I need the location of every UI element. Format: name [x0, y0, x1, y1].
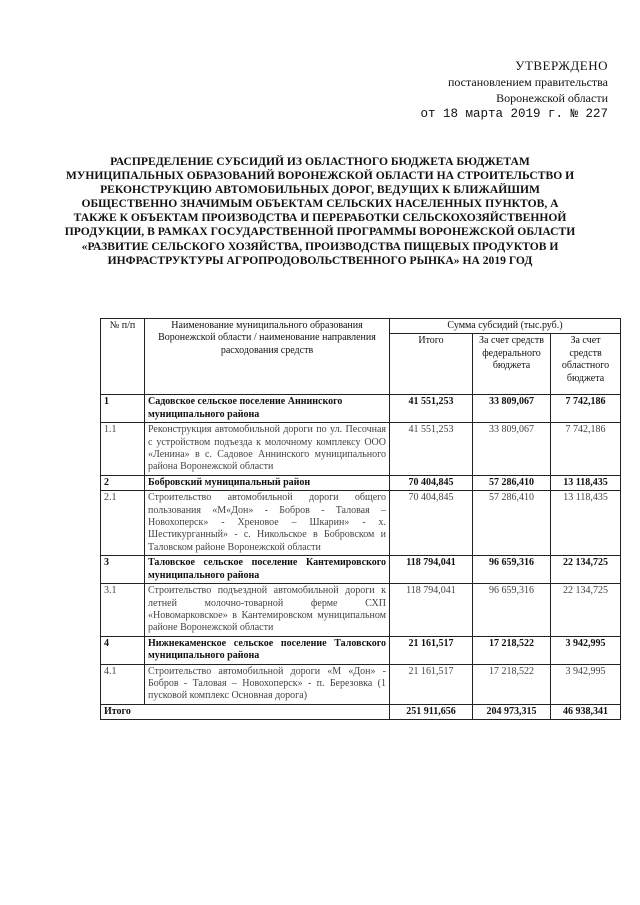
row-federal: 33 809,067 — [473, 423, 551, 476]
approval-stamp — [420, 58, 608, 122]
total-label: Итого — [101, 704, 390, 719]
row-regional: 22 134,725 — [551, 584, 621, 637]
table-row — [101, 636, 621, 664]
row-federal: 33 809,067 — [473, 395, 551, 423]
row-regional: 22 134,725 — [551, 556, 621, 584]
row-num: 2 — [101, 475, 145, 490]
row-name: Садовское сельское поселение Аннинского муниципального района — [145, 395, 390, 423]
header-total: Итого — [390, 334, 473, 395]
header-num: № п/п — [101, 319, 145, 395]
row-total: 118 794,041 — [390, 584, 473, 637]
row-federal: 96 659,316 — [473, 584, 551, 637]
row-num: 2.1 — [101, 491, 145, 556]
grand-total: 251 911,656 — [390, 704, 473, 719]
approval-heading: УТВЕРЖДЕНО — [515, 58, 608, 73]
table-row — [101, 664, 621, 704]
row-total: 118 794,041 — [390, 556, 473, 584]
table-row — [101, 556, 621, 584]
header-name: Наименование муниципального образования Воронежской области / наименование направления расходования средств — [145, 319, 390, 395]
row-num: 1.1 — [101, 423, 145, 476]
row-num: 3 — [101, 556, 145, 584]
row-name: Строительство подъездной автомобильной дороги к летней молочно-товарной ферме СХП «Новомарковское» в Кантемировском муниципальном районе Воронежской области — [145, 584, 390, 637]
table-row — [101, 491, 621, 556]
table-header-row — [101, 319, 621, 334]
grand-federal: 204 973,315 — [473, 704, 551, 719]
row-federal: 57 286,410 — [473, 475, 551, 490]
row-total: 41 551,253 — [390, 395, 473, 423]
document-title: РАСПРЕДЕЛЕНИЕ СУБСИДИЙ ИЗ ОБЛАСТНОГО БЮДЖЕТА БЮДЖЕТАМ МУНИЦИПАЛЬНЫХ ОБРАЗОВАНИЙ ВОРОНЕЖСКОЙ ОБЛАСТИ НА СТРОИТЕЛЬСТВО И РЕКОНСТРУКЦИЮ АВТОМОБИЛЬНЫХ ДОРОГ, ВЕДУЩИХ К БЛИЖАЙШИМ ОБЩЕСТВЕННО ЗНАЧИМЫМ ОБЪЕКТАМ СЕЛЬСКИХ НАСЕЛЕННЫХ ПУНКТОВ, А ТАКЖЕ К ОБЪЕКТАМ ПРОИЗВОДСТВА И ПЕРЕРАБОТКИ СЕЛЬСКОХОЗЯЙСТВЕННОЙ ПРОДУКЦИИ, В РАМКАХ ГОСУДАРСТВЕННОЙ ПРОГРАММЫ ВОРОНЕЖСКОЙ ОБЛАСТИ «РАЗВИТИЕ СЕЛЬСКОГО ХОЗЯЙСТВА, ПРОИЗВОДСТВА ПИЩЕВЫХ ПРОДУКТОВ И ИНФРАСТРУКТУРЫ АГРОПРОДОВОЛЬСТВЕННОГО РЫНКА» НА 2019 ГОД — [64, 155, 576, 267]
row-name: Реконструкция автомобильной дороги по ул. Песочная с устройством подъезда к молочному комплексу ООО «Ленина» в с. Садовое Аннинского муниципального района Воронежской области — [145, 423, 390, 476]
row-total: 21 161,517 — [390, 664, 473, 704]
row-regional: 7 742,186 — [551, 423, 621, 476]
approval-region: Воронежской области — [496, 91, 608, 105]
row-regional: 3 942,995 — [551, 636, 621, 664]
table-row — [101, 584, 621, 637]
row-total: 41 551,253 — [390, 423, 473, 476]
row-federal: 57 286,410 — [473, 491, 551, 556]
row-name: Строительство автомобильной дороги «М «Дон» - Бобров - Таловая – Новохоперск» - п. Березовка (1 пусковой комплекс Основная дорога) — [145, 664, 390, 704]
row-name: Бобровский муниципальный район — [145, 475, 390, 490]
table-row — [101, 423, 621, 476]
row-name: Строительство автомобильной дороги общего пользования «М«Дон» - Бобров - Таловая – Новохоперск» - Хреновое – Шкарин» - х. Шестикурганный» - с. Никольское в Бобровском и Таловском районе Воронежской области — [145, 491, 390, 556]
table-total-row — [101, 704, 621, 719]
row-total: 21 161,517 — [390, 636, 473, 664]
header-sum: Сумма субсидий (тыс.руб.) — [390, 319, 621, 334]
row-regional: 7 742,186 — [551, 395, 621, 423]
row-federal: 17 218,522 — [473, 636, 551, 664]
row-total: 70 404,845 — [390, 491, 473, 556]
header-regional: За счет средств областного бюджета — [551, 334, 621, 395]
grand-regional: 46 938,341 — [551, 704, 621, 719]
row-num: 4.1 — [101, 664, 145, 704]
row-name: Таловское сельское поселение Кантемировского муниципального района — [145, 556, 390, 584]
table-row — [101, 395, 621, 423]
approval-date-number: от 18 марта 2019 г. № 227 — [420, 107, 608, 121]
row-num: 3.1 — [101, 584, 145, 637]
header-federal: За счет средств федерального бюджета — [473, 334, 551, 395]
row-num: 1 — [101, 395, 145, 423]
table-row — [101, 475, 621, 490]
row-total: 70 404,845 — [390, 475, 473, 490]
row-regional: 3 942,995 — [551, 664, 621, 704]
row-regional: 13 118,435 — [551, 491, 621, 556]
row-num: 4 — [101, 636, 145, 664]
approval-authority: постановлением правительства — [447, 75, 608, 89]
row-federal: 96 659,316 — [473, 556, 551, 584]
row-federal: 17 218,522 — [473, 664, 551, 704]
row-name: Нижнекаменское сельское поселение Таловского муниципального района — [145, 636, 390, 664]
subsidy-table — [100, 318, 621, 720]
row-regional: 13 118,435 — [551, 475, 621, 490]
